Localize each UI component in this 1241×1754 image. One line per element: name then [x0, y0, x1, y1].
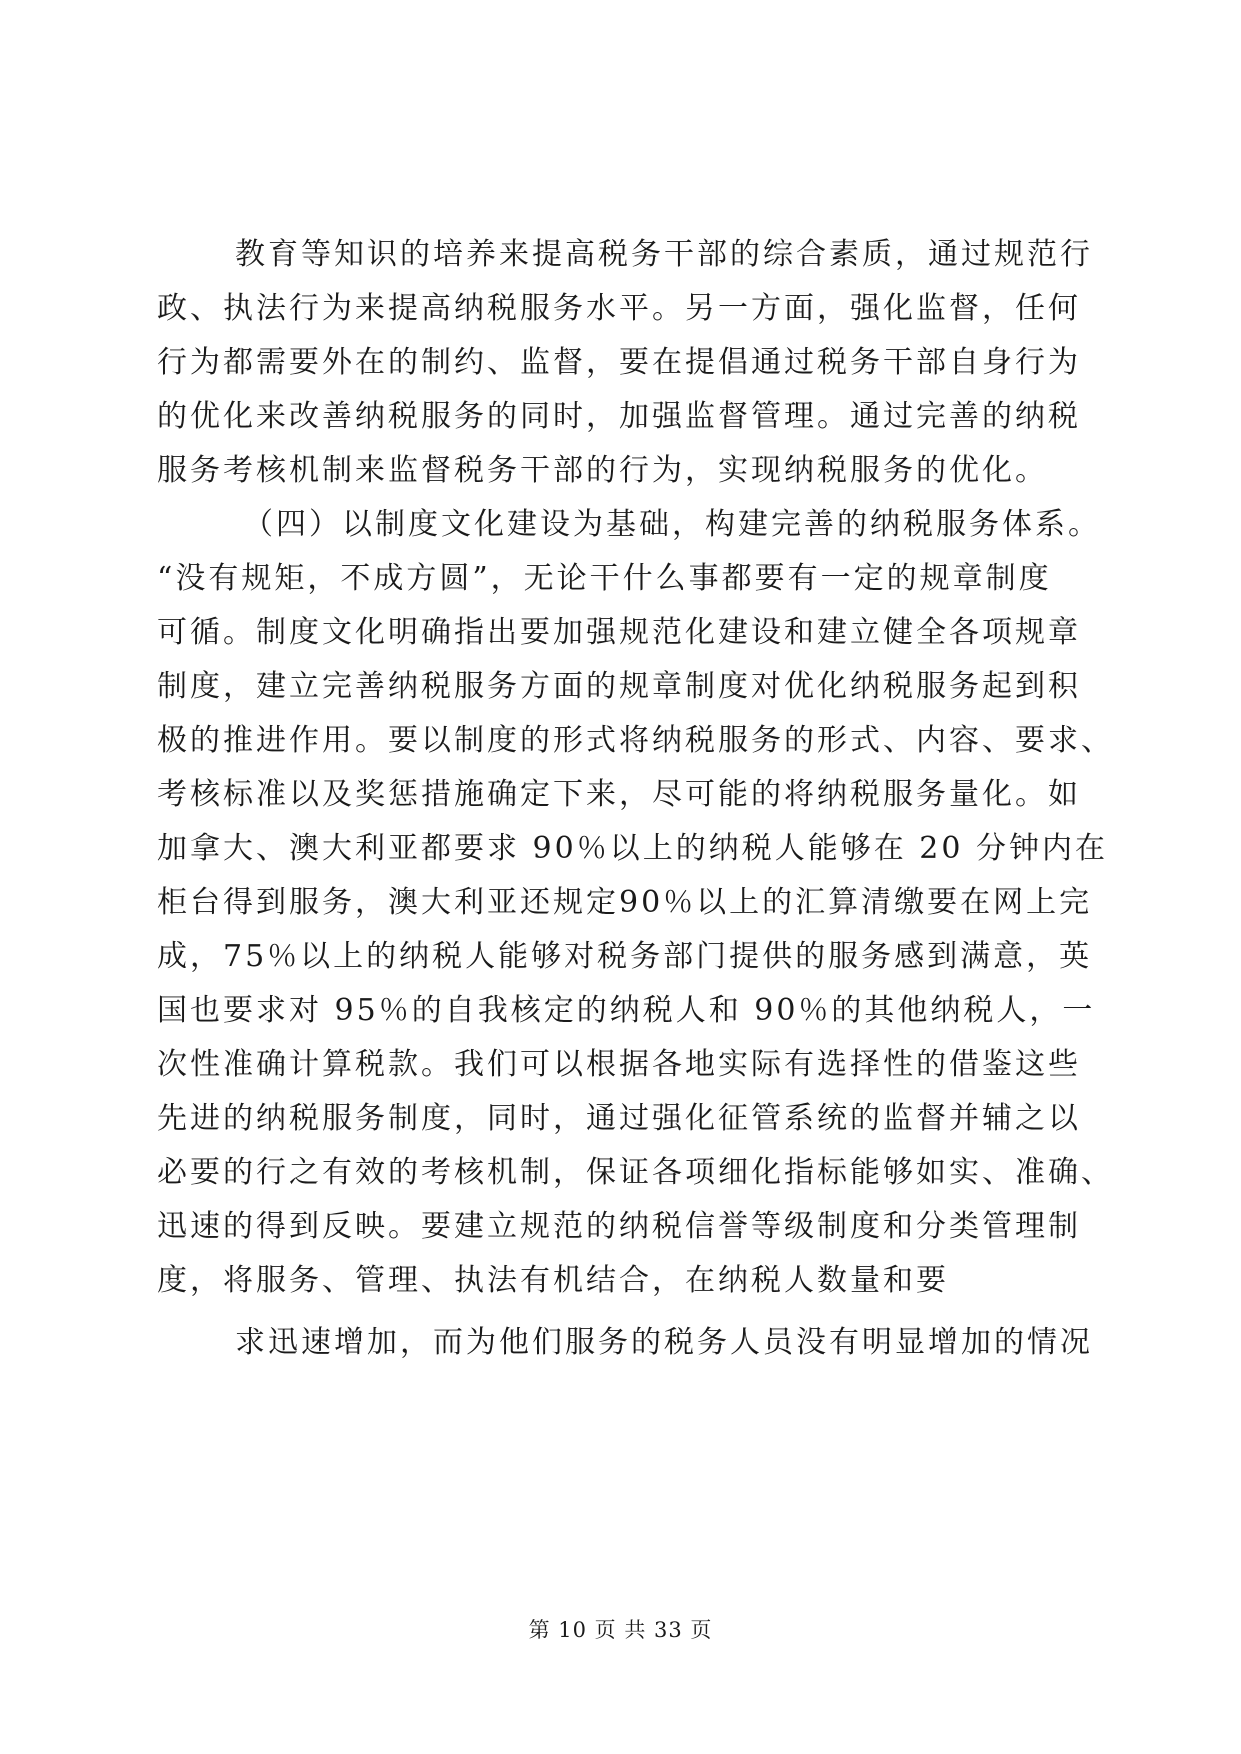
section-heading: （四）以制度文化建设为基础，构建完善的纳税服务体系。 [243, 507, 1101, 542]
text-line: 迅速的得到反映。要建立规范的纳税信誉等级制度和分类管理制 [157, 1209, 1081, 1244]
text-line: 可循。制度文化明确指出要加强规范化建设和建立健全各项规章 [157, 615, 1081, 650]
page-number-footer: 第 10 页 共 33 页 [528, 1618, 713, 1642]
text-line: 次性准确计算税款。我们可以根据各地实际有选择性的借鉴这些 [157, 1047, 1081, 1082]
text-line: 柜台得到服务，澳大利亚还规定90％以上的汇算清缴要在网上完 [157, 885, 1093, 920]
text-line: 度，将服务、管理、执法有机结合，在纳税人数量和要 [157, 1263, 949, 1298]
text-line: 行为都需要外在的制约、监督，要在提倡通过税务干部自身行为 [157, 345, 1081, 380]
body-text [157, 228, 1114, 1370]
text-line: 政、执法行为来提高纳税服务水平。另一方面，强化监督，任何 [157, 291, 1081, 326]
text-line: 服务考核机制来监督税务干部的行为，实现纳税服务的优化。 [157, 453, 1048, 488]
text-line: 制度，建立完善纳税服务方面的规章制度对优化纳税服务起到积 [157, 669, 1081, 704]
text-line: 求迅速增加，而为他们服务的税务人员没有明显增加的情况 [235, 1325, 1093, 1360]
text-line: 必要的行之有效的考核机制，保证各项细化指标能够如实、准确、 [157, 1155, 1114, 1190]
text-line: “没有规矩，不成方圆”，无论干什么事都要有一定的规章制度 [157, 561, 1052, 596]
text-line: 极的推进作用。要以制度的形式将纳税服务的形式、内容、要求、 [157, 723, 1114, 758]
text-line: 成，75％以上的纳税人能够对税务部门提供的服务感到满意，英 [157, 939, 1093, 974]
text-line: 国也要求对 95％的自我核定的纳税人和 90％的其他纳税人，一 [157, 993, 1096, 1028]
text-line: 考核标准以及奖惩措施确定下来，尽可能的将纳税服务量化。如 [157, 777, 1081, 812]
text-line: 的优化来改善纳税服务的同时，加强监督管理。通过完善的纳税 [157, 399, 1081, 434]
text-line: 加拿大、澳大利亚都要求 90％以上的纳税人能够在 20 分钟内在 [157, 831, 1108, 866]
text-line: 教育等知识的培养来提高税务干部的综合素质，通过规范行 [235, 237, 1093, 272]
text-line: 先进的纳税服务制度，同时，通过强化征管系统的监督并辅之以 [157, 1101, 1081, 1136]
